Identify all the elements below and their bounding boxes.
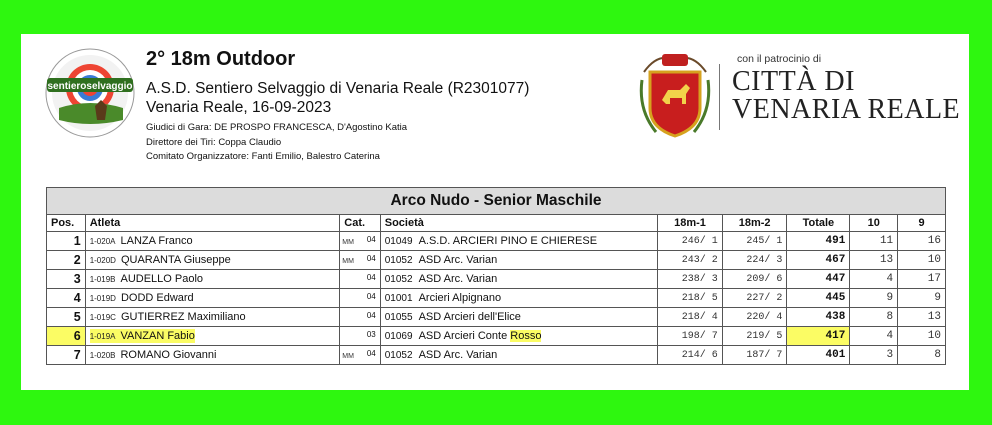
society-name: ASD Arc. Varian: [418, 349, 498, 361]
cat-cell: [340, 232, 380, 251]
society-name: ASD Arc. Varian: [418, 273, 498, 285]
cat-cell: [340, 270, 380, 289]
athlete-name: ROMANO Giovanni: [120, 349, 217, 361]
athlete-name: QUARANTA Giuseppe: [120, 254, 231, 266]
society-cell: [380, 289, 657, 308]
logo-text: sentieroselvaggio: [47, 81, 133, 92]
total-cell: 447: [787, 270, 850, 289]
table-row: [47, 232, 946, 251]
athlete-cell: [85, 346, 340, 365]
tens-cell: 8: [850, 308, 898, 327]
society-name: A.S.D. ARCIERI PINO E CHIERESE: [418, 235, 598, 247]
pos-cell: 7: [47, 346, 86, 365]
round2-cell: 245/ 1: [722, 232, 787, 251]
society-cell: [380, 308, 657, 327]
pos-cell: 4: [47, 289, 86, 308]
total-cell: 491: [787, 232, 850, 251]
athlete-cell: [85, 289, 340, 308]
cat-code: 04: [366, 311, 376, 320]
bib-number: 1-019B: [89, 275, 116, 284]
results-table: [46, 187, 946, 365]
class-code: MM: [342, 353, 354, 360]
cat-cell: [340, 308, 380, 327]
cat-cell: [340, 251, 380, 270]
col-society: Società: [380, 215, 657, 232]
nines-cell: 9: [898, 289, 946, 308]
club-logo: [45, 48, 135, 138]
cat-code: 03: [366, 330, 376, 339]
table-row-highlighted: [47, 327, 946, 346]
bib-number: 1-020D: [89, 256, 116, 265]
pos-cell: 6: [47, 327, 86, 346]
round2-cell: 220/ 4: [722, 308, 787, 327]
athlete-name: AUDELLO Paolo: [120, 273, 204, 285]
cat-cell: [340, 289, 380, 308]
round1-cell: 218/ 4: [658, 308, 723, 327]
athlete-cell: [85, 251, 340, 270]
round2-cell: 219/ 5: [722, 327, 787, 346]
header-divider: [719, 64, 720, 130]
city-line1: CITTÀ DI: [732, 66, 855, 97]
round1-cell: 198/ 7: [658, 327, 723, 346]
athlete-name: DODD Edward: [120, 292, 194, 304]
class-code: MM: [342, 239, 354, 246]
round1-cell: 218/ 5: [658, 289, 723, 308]
cat-cell: [340, 327, 380, 346]
col-nines: 9: [898, 215, 946, 232]
col-round1: 18m-1: [658, 215, 723, 232]
nines-cell: 10: [898, 327, 946, 346]
class-code: MM: [342, 258, 354, 265]
athlete-name: VANZAN Fabio: [120, 330, 195, 342]
society-cell: [380, 327, 657, 346]
club-name: A.S.D. Sentiero Selvaggio di Venaria Reale (R2301077): [146, 80, 530, 97]
bib-number: 1-019C: [89, 313, 116, 322]
col-tens: 10: [850, 215, 898, 232]
tens-cell: 13: [850, 251, 898, 270]
tens-cell: 4: [850, 327, 898, 346]
round1-cell: 246/ 1: [658, 232, 723, 251]
athlete-name: GUTIERREZ Maximiliano: [120, 311, 246, 323]
society-name: ASD Arcieri dell'Elice: [418, 311, 521, 323]
pos-cell: 1: [47, 232, 86, 251]
bib-number: 1-020A: [89, 237, 116, 246]
nines-cell: 10: [898, 251, 946, 270]
col-athlete: Atleta: [85, 215, 340, 232]
nines-cell: 17: [898, 270, 946, 289]
society-code: 01055: [384, 312, 413, 323]
tens-cell: 3: [850, 346, 898, 365]
society-code: 01052: [384, 274, 413, 285]
round2-cell: 227/ 2: [722, 289, 787, 308]
place-date: Venaria Reale, 16-09-2023: [146, 99, 332, 116]
athlete-cell: [85, 270, 340, 289]
table-row: [47, 346, 946, 365]
society-cell: [380, 251, 657, 270]
table-row: [47, 270, 946, 289]
cat-code: 04: [366, 349, 376, 358]
society-code: 01052: [384, 350, 413, 361]
tens-cell: 4: [850, 270, 898, 289]
cat-code: 04: [366, 273, 376, 282]
nines-cell: 13: [898, 308, 946, 327]
committee-line: Comitato Organizzatore: Fanti Emilio, Balestro Caterina: [146, 151, 380, 162]
tens-cell: 11: [850, 232, 898, 251]
athlete-cell: [85, 308, 340, 327]
round2-cell: 224/ 3: [722, 251, 787, 270]
total-cell: 417: [787, 327, 850, 346]
total-cell: 445: [787, 289, 850, 308]
athlete-cell: [85, 327, 340, 346]
table-row: [47, 289, 946, 308]
society-cell: [380, 346, 657, 365]
round1-cell: 238/ 3: [658, 270, 723, 289]
patronage-text: con il patrocinio di: [737, 53, 822, 65]
bib-number: 1-019D: [89, 294, 116, 303]
society-cell: [380, 270, 657, 289]
nines-cell: 16: [898, 232, 946, 251]
cat-cell: [340, 346, 380, 365]
page-title: 2° 18m Outdoor: [146, 48, 296, 70]
society-code: 01001: [384, 293, 413, 304]
category-caption: Arco Nudo - Senior Maschile: [47, 188, 946, 215]
director-line: Direttore dei Tiri: Coppa Claudio: [146, 137, 282, 148]
results-sheet: [21, 34, 969, 390]
total-cell: 401: [787, 346, 850, 365]
round2-cell: 209/ 6: [722, 270, 787, 289]
col-total: Totale: [787, 215, 850, 232]
society-code: 01052: [384, 255, 413, 266]
cat-code: 04: [366, 254, 376, 263]
col-cat: Cat.: [340, 215, 380, 232]
society-cell: [380, 232, 657, 251]
round1-cell: 243/ 2: [658, 251, 723, 270]
table-row: [47, 251, 946, 270]
city-name: [732, 68, 960, 124]
athlete-cell: [85, 232, 340, 251]
judges-line: Giudici di Gara: DE PROSPO FRANCESCA, D'Agostino Katia: [146, 122, 408, 133]
pos-cell: 3: [47, 270, 86, 289]
society-name: ASD Arcieri Conte: [418, 330, 511, 342]
tens-cell: 9: [850, 289, 898, 308]
athlete-name: LANZA Franco: [120, 235, 193, 247]
bib-number: 1-019A: [89, 332, 116, 341]
bib-number: 1-020B: [89, 351, 116, 360]
society-name-highlight: Rosso: [510, 330, 542, 342]
table-header-row: [47, 215, 946, 232]
society-code: 01049: [384, 236, 413, 247]
col-pos: Pos.: [47, 215, 86, 232]
pos-cell: 2: [47, 251, 86, 270]
cat-code: 04: [366, 235, 376, 244]
total-cell: 467: [787, 251, 850, 270]
table-row: [47, 308, 946, 327]
pos-cell: 5: [47, 308, 86, 327]
city-crest: [638, 50, 712, 140]
society-name: Arcieri Alpignano: [418, 292, 502, 304]
society-name: ASD Arc. Varian: [418, 254, 498, 266]
round2-cell: 187/ 7: [722, 346, 787, 365]
society-code: 01069: [384, 331, 413, 342]
round1-cell: 214/ 6: [658, 346, 723, 365]
total-cell: 438: [787, 308, 850, 327]
cat-code: 04: [366, 292, 376, 301]
col-round2: 18m-2: [722, 215, 787, 232]
nines-cell: 8: [898, 346, 946, 365]
city-line2: VENARIA REALE: [732, 94, 961, 125]
